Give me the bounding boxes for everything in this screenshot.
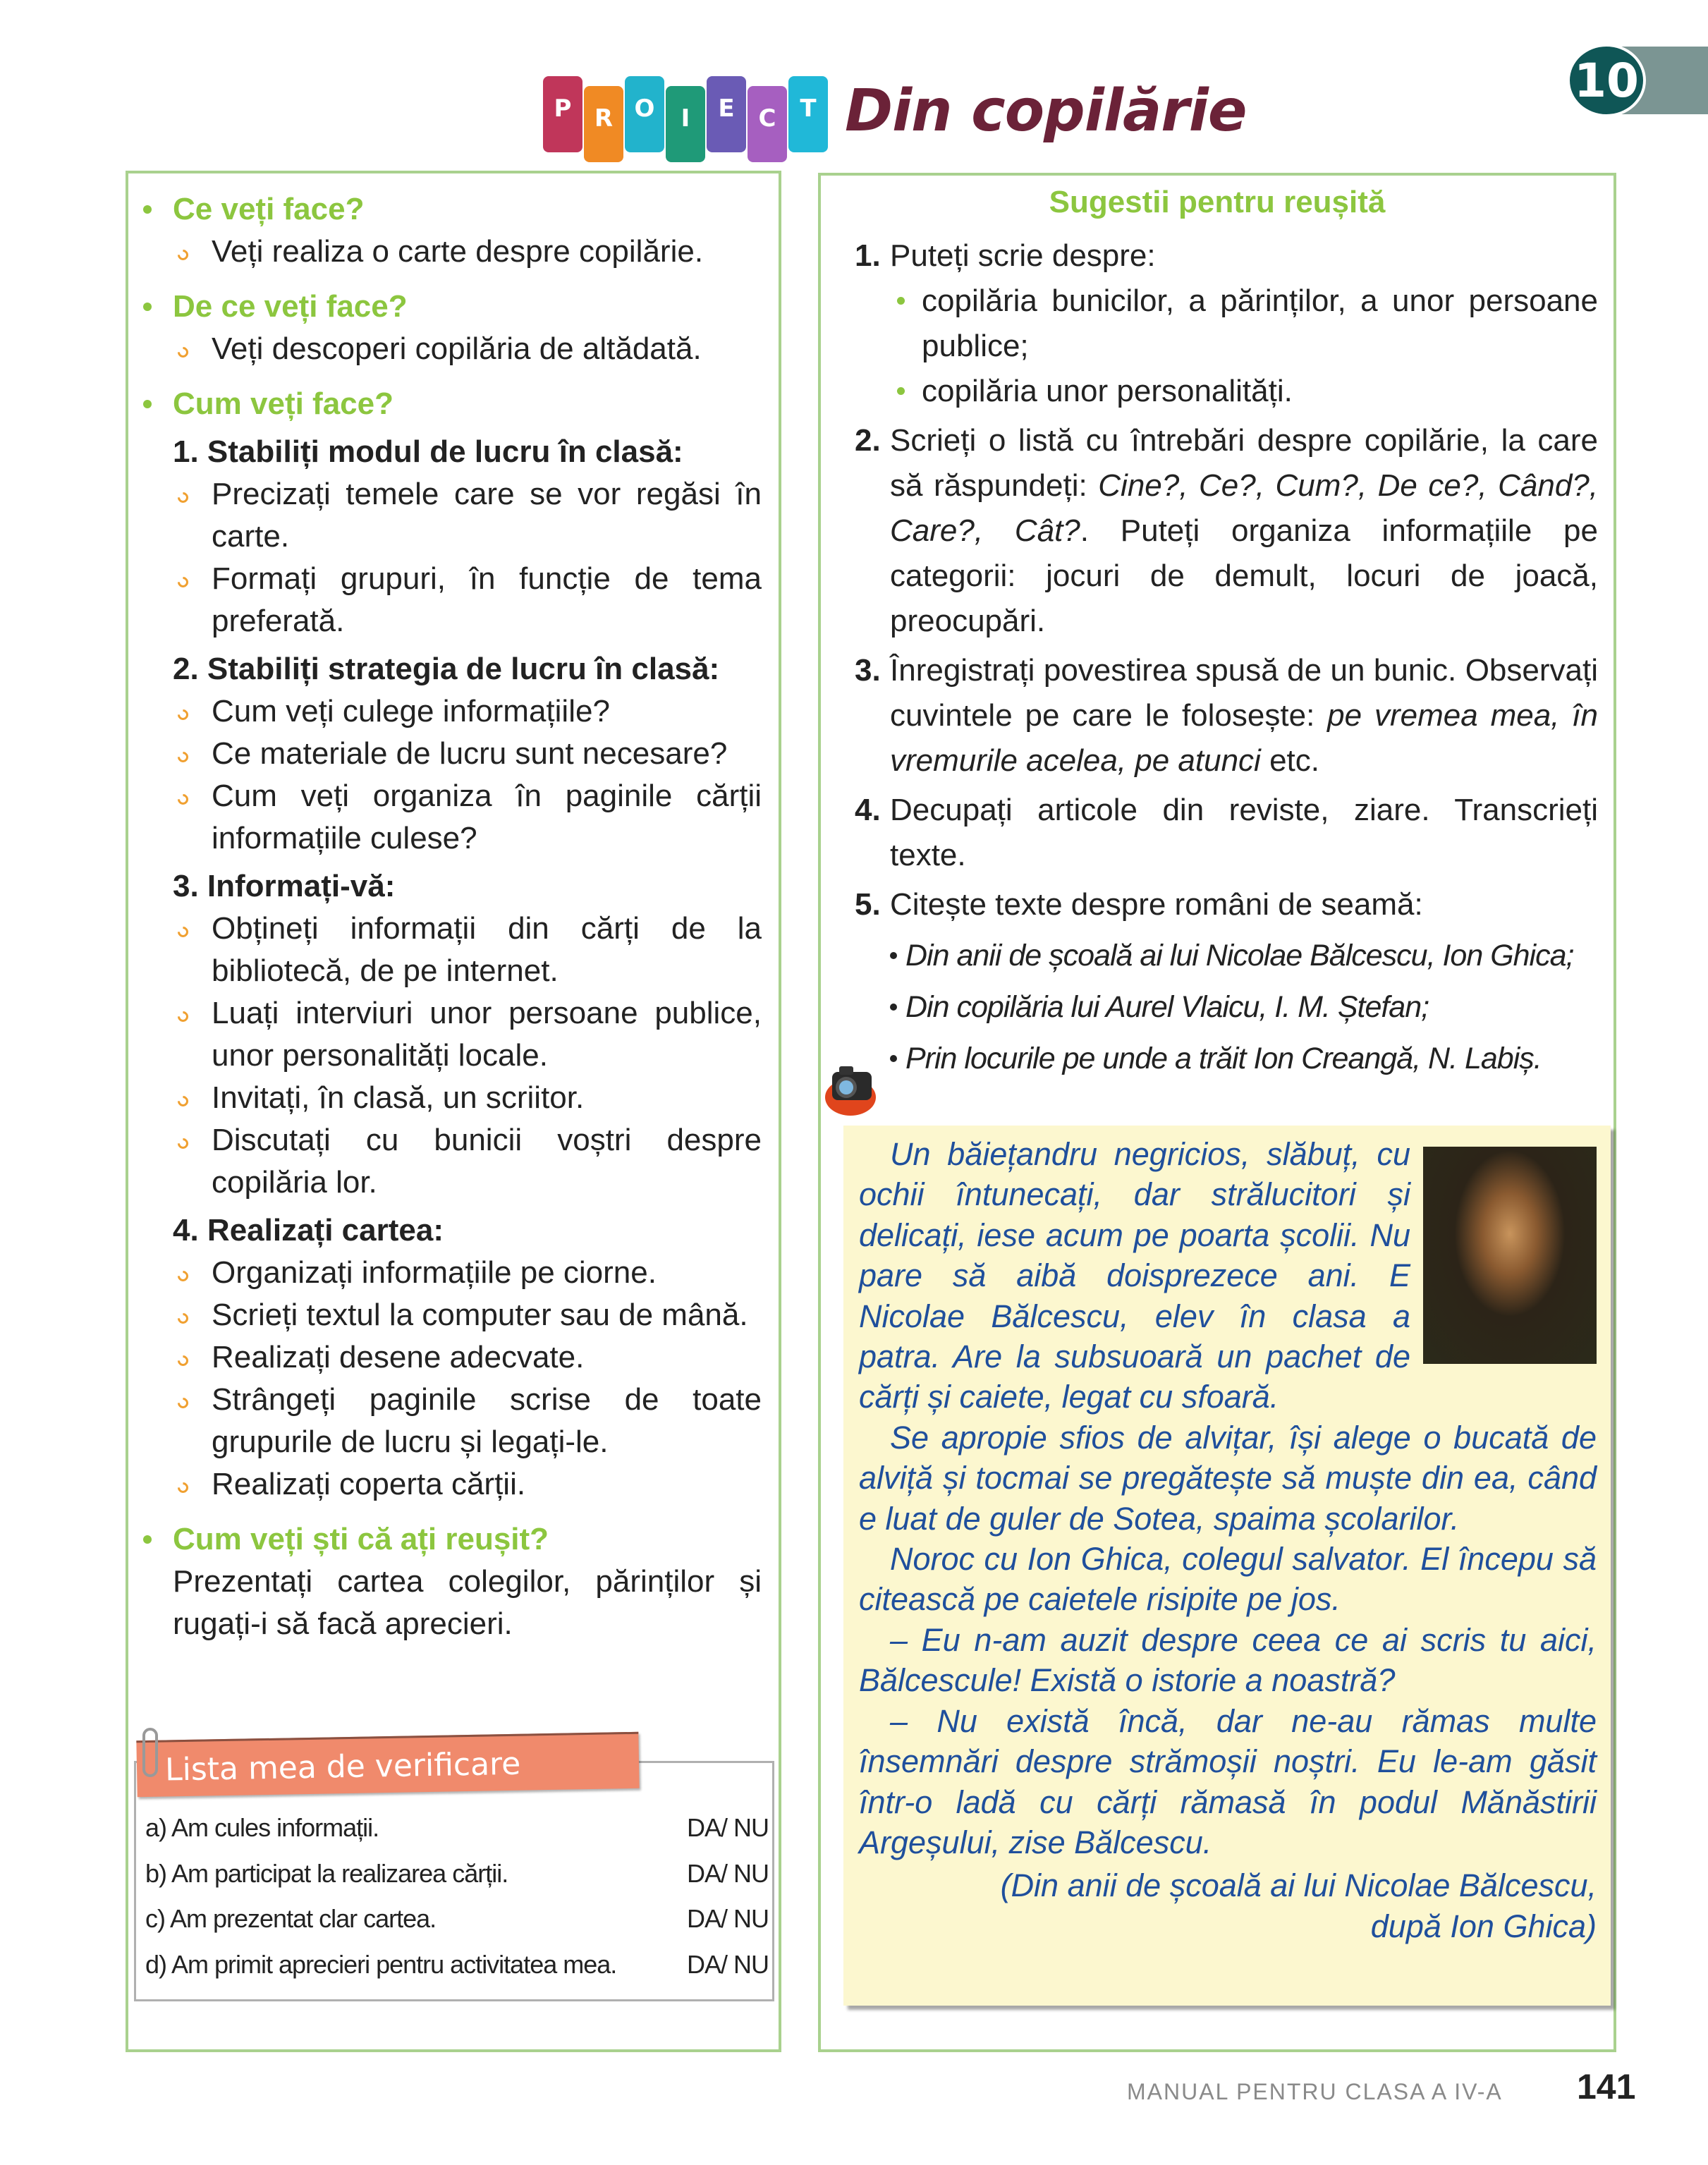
quote-paragraph: Noroc cu Ion Ghica, colegul salvator. El începu să citească pe caietele risipite pe jos.	[859, 1541, 1597, 1618]
section-heading: Cum veți ști că ați reușit?	[141, 1518, 762, 1561]
step-heading: 1. Stabiliți modul de lucru în clasă:	[173, 434, 683, 469]
quote-paragraph: Un băiețandru negricios, slăbuț, cu ochii întunecați, dar strălucitori și delicați, iese acum pe poarta școlii. Nu pare să aibă doisprezece ani. E Nicolae Bălcescu, elev în clasa a patra. Are la subsuoară un pachet de cărți și caiete, legat cu sfoară.	[859, 1136, 1410, 1415]
suggestion-text: Decupați articole din reviste, ziare. Transcrieți texte.	[890, 793, 1598, 872]
checklist-title: Lista mea de verificare	[136, 1732, 639, 1797]
list-item: Strângeți paginile scrise de toate grupurile de lucru și legați-le.	[141, 1379, 762, 1463]
checklist-item-text: a) Am cules informații.	[145, 1813, 379, 1842]
list-item: Organizați informațiile pe ciorne.	[141, 1252, 762, 1294]
checklist-item-text: c) Am prezentat clar cartea.	[145, 1904, 437, 1933]
paragraph: Prezentați cartea colegilor, părinților și rugați-i să facă aprecieri.	[173, 1564, 762, 1641]
suggestions-title: Sugestii pentru reușită	[1049, 185, 1386, 219]
suggestion-number: 2.	[855, 423, 881, 458]
quote-text	[859, 1134, 1597, 1946]
page-number: 141	[1577, 2067, 1636, 2106]
list-item: Precizați temele care se vor regăsi în carte.	[141, 473, 762, 558]
step-heading: 2. Stabiliți strategia de lucru în clasă:	[173, 652, 720, 686]
suggestion-item	[855, 648, 1598, 783]
proiect-letter: E	[707, 76, 746, 152]
suggestion-number: 3.	[855, 653, 881, 688]
list-item: Cum veți culege informațiile?	[141, 690, 762, 733]
suggestions-list	[855, 229, 1598, 1082]
suggestion-body	[890, 788, 1598, 878]
checklist-row	[145, 1896, 769, 1942]
suggestion-number: 1.	[855, 238, 881, 273]
suggestion-item	[855, 233, 1598, 414]
step-heading: 3. Informați-vă:	[173, 869, 396, 903]
list-item: Discutați cu bunicii voștri despre copilăria lor.	[141, 1119, 762, 1204]
checklist-item-text: b) Am participat la realizarea cărții.	[145, 1858, 508, 1888]
checklist-answer: DA/ NU	[686, 1858, 769, 1888]
quote-source-author: după Ion Ghica)	[1370, 1908, 1597, 1944]
list-item: Veți realiza o carte despre copilărie.	[141, 231, 762, 273]
reading-suggestion-text: Din anii de școală ai lui Nicolae Bălcescu, Ion Ghica;	[905, 939, 1574, 972]
reading-suggestion	[855, 984, 1598, 1030]
suggestion-text: Puteți scrie despre:	[890, 238, 1156, 273]
suggestion-body	[890, 418, 1598, 644]
suggestion-number: 4.	[855, 793, 881, 827]
page-title: Din copilărie	[845, 78, 1247, 145]
suggestion-body	[890, 882, 1598, 927]
checklist-answer: DA/ NU	[686, 1904, 769, 1933]
quote-source	[859, 1865, 1597, 1946]
suggestion-bullet: copilăria bunicilor, a părinților, a unor persoane publice;	[890, 279, 1598, 369]
proiect-letter: I	[666, 86, 705, 162]
camera-icon	[822, 1058, 886, 1117]
checklist-answer: DA/ NU	[686, 1813, 769, 1842]
reading-suggestion-text: Din copilăria lui Aurel Vlaicu, I. M. Ștefan;	[905, 990, 1429, 1024]
paperclip-icon	[142, 1728, 158, 1777]
checklist-row	[145, 1805, 769, 1851]
suggestion-body	[890, 648, 1598, 783]
suggestion-number: 5.	[855, 887, 881, 922]
portrait-nicolae-balcescu	[1423, 1147, 1597, 1364]
quote-paragraph: – Nu există încă, dar ne-au rămas multe însemnări despre strămoșii noștri. Eu le-am găsit într-o ladă cu cărți rămasă în podul Mănăstirii Argeșului, zise Bălcescu.	[859, 1702, 1597, 1860]
unit-number-badge: 10	[1567, 44, 1646, 117]
suggestion-item	[855, 418, 1598, 644]
checklist-item-text: d) Am primit aprecieri pentru activitatea mea.	[145, 1949, 617, 1979]
checklist-rows	[145, 1805, 769, 1987]
suggestion-text: Citește texte despre români de seamă:	[890, 887, 1423, 922]
list-item: Obțineți informații din cărți de la bibliotecă, de pe internet.	[141, 908, 762, 992]
proiect-letter: O	[625, 76, 664, 152]
suggestion-text: Scrieți o listă cu întrebări despre copilărie, la care să răspundeți: Cine?, Ce?, Cum?, De ce?, Când?, Care?, Cât?. Puteți organiza informațiile pe categorii: jocuri de demult, locuri de joacă, preocupări.	[890, 423, 1599, 638]
quote-source-title: (Din anii de școală ai lui Nicolae Bălcescu,	[1000, 1867, 1597, 1904]
list-item: Formați grupuri, în funcție de tema preferată.	[141, 558, 762, 642]
proiect-letter: C	[748, 86, 787, 162]
suggestion-item	[855, 882, 1598, 927]
suggestion-bullet: copilăria unor personalități.	[890, 369, 1598, 414]
book-title-footer: MANUAL PENTRU CLASA A IV-A	[1127, 2079, 1503, 2104]
list-item: Realizați desene adecvate.	[141, 1336, 762, 1379]
proiect-letter: T	[788, 76, 828, 152]
section-heading: Cum veți face?	[141, 383, 762, 425]
section-heading: De ce veți face?	[141, 286, 762, 328]
checklist-answer: DA/ NU	[686, 1949, 769, 1979]
suggestion-item	[855, 788, 1598, 878]
list-item: Veți descoperi copilăria de altădată.	[141, 328, 762, 370]
proiect-letter: P	[543, 76, 582, 152]
list-item: Scrieți textul la computer sau de mână.	[141, 1294, 762, 1336]
suggestion-body	[890, 233, 1598, 414]
suggestion-text: Înregistrați povestirea spusă de un bunic. Observați cuvintele pe care le folosește: pe vremea mea, în vremurile acelea, pe atunci etc.	[890, 653, 1598, 778]
quote-paragraph: Se apropie sfios de alvițar, își alege o bucată de alviță și tocmai se pregătește să muște din ea, când e luat de guler de Sotea, spaima școlarilor.	[859, 1419, 1597, 1537]
list-item: Luați interviuri unor persoane publice, unor personalități locale.	[141, 992, 762, 1077]
project-steps-content	[141, 188, 762, 1645]
reading-suggestion	[855, 1035, 1598, 1082]
proiect-letter: R	[584, 86, 623, 162]
reading-suggestion	[855, 932, 1598, 979]
quote-paragraph: – Eu n-am auzit despre ceea ce ai scris tu aici, Bălcescule! Există o istorie a noastră?	[859, 1621, 1597, 1699]
checklist-row	[145, 1942, 769, 1988]
list-item: Invitați, în clasă, un scriitor.	[141, 1077, 762, 1119]
reading-suggestion-text: Prin locurile pe unde a trăit Ion Creangă, N. Labiș.	[905, 1042, 1542, 1075]
list-item: Cum veți organiza în paginile cărții informațiile culese?	[141, 775, 762, 860]
list-item: Ce materiale de lucru sunt necesare?	[141, 733, 762, 775]
section-heading: Ce veți face?	[141, 188, 762, 231]
proiect-logo	[543, 76, 829, 161]
checklist-row	[145, 1851, 769, 1897]
list-item: Realizați coperta cărții.	[141, 1463, 762, 1506]
step-heading: 4. Realizați cartea:	[173, 1213, 444, 1248]
